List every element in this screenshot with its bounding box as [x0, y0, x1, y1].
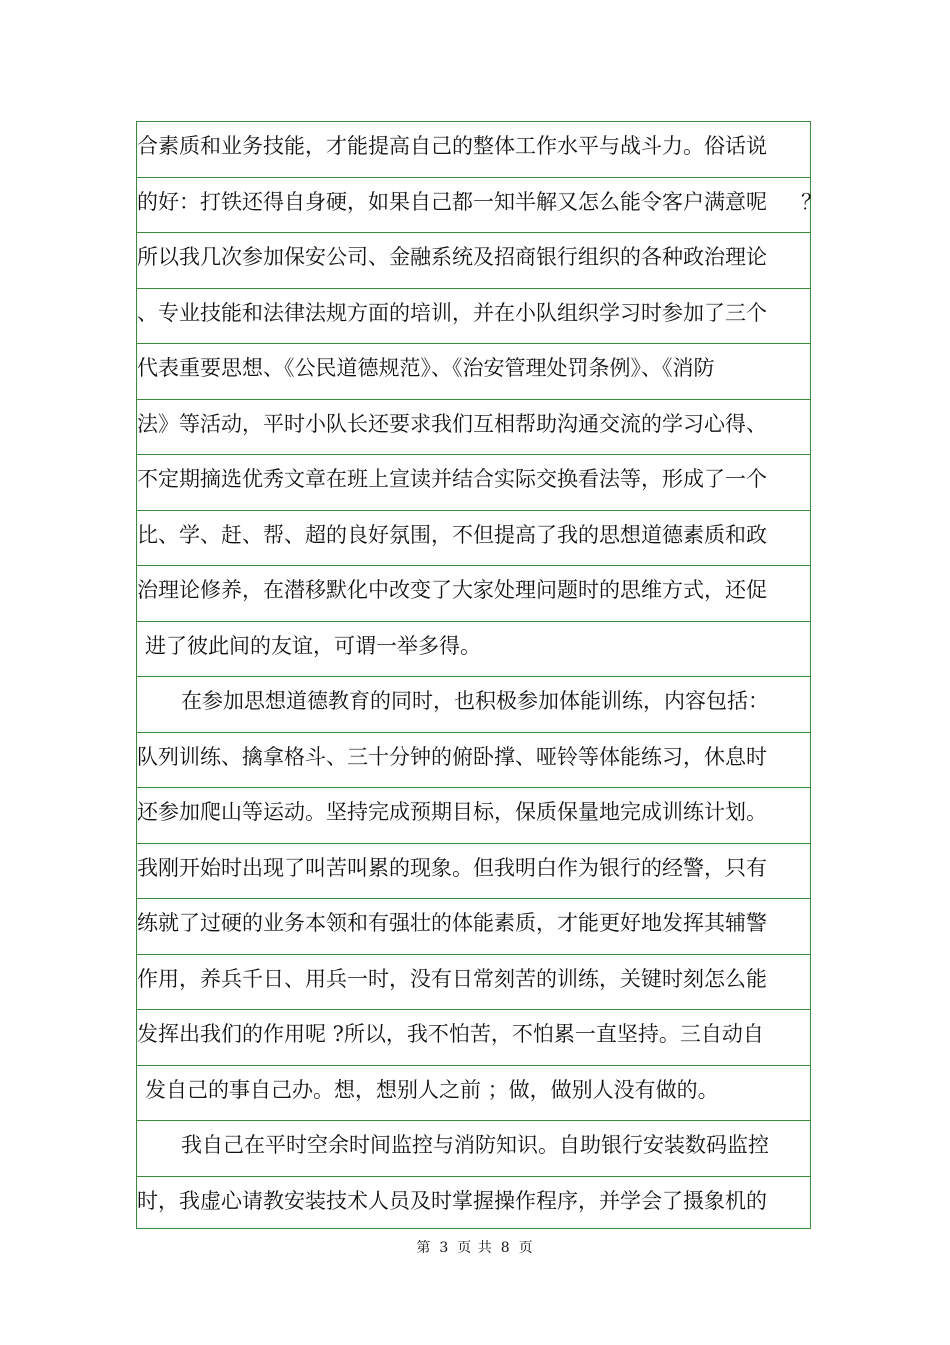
text-line: [137, 622, 810, 678]
line-text: 作用，养兵千日、用兵一时，没有日常刻苦的训练，关键时刻怎么能: [137, 966, 767, 991]
line-text: 所以我几次参加保安公司、金融系统及招商银行组织的各种政治理论: [137, 245, 767, 269]
text-line: [137, 566, 810, 622]
line-text: 发挥出我们的作用呢 ?所以，我不怕苦，不怕累一直坚持。三自动自: [137, 1022, 764, 1046]
line-text: 不定期摘选优秀文章在班上宣读并结合实际交换看法等，形成了一个: [137, 467, 767, 491]
footer-total-pages: 8: [500, 1240, 511, 1256]
line-trailing-mark: ？: [801, 189, 822, 214]
line-text: 时，我虚心请教安装技术人员及时掌握操作程序，并学会了摄象机的: [137, 1188, 767, 1213]
text-line: [137, 677, 810, 733]
text-lines: [137, 122, 822, 1232]
line-text: 在参加思想道德教育的同时，也积极参加体能训练，内容包括：: [181, 689, 769, 713]
page-frame: [136, 121, 822, 1229]
text-line: [137, 1121, 810, 1177]
line-text: 法》等活动，平时小队长还要求我们互相帮助沟通交流的学习心得、: [137, 411, 767, 436]
line-text: 发自己的事自己办。想，想别人之前 ；做，做别人没有做的。: [145, 1077, 719, 1102]
text-line: [137, 511, 810, 567]
line-text: 队列训练、擒拿格斗、三十分钟的俯卧撑、哑铃等体能练习，休息时: [137, 744, 767, 769]
text-line: [137, 1010, 810, 1066]
text-line: [137, 178, 822, 234]
line-text: 治理论修养，在潜移默化中改变了大家处理问题时的思维方式，还促: [137, 578, 767, 602]
text-line: [137, 289, 810, 345]
text-line: [137, 455, 810, 511]
text-line: [137, 788, 810, 844]
footer-prefix: 第: [416, 1240, 432, 1256]
text-line: [137, 733, 810, 789]
line-text: 还参加爬山等运动。坚持完成预期目标，保质保量地完成训练计划。: [137, 800, 767, 824]
line-text: 练就了过硬的业务本领和有强壮的体能素质，才能更好地发挥其辅警: [137, 911, 767, 935]
text-line: [137, 844, 810, 900]
line-text: 代表重要思想、《公民道德规范》、《治安管理处罚条例》、《消防: [137, 356, 715, 380]
text-line: [137, 122, 810, 178]
text-line: [137, 233, 810, 289]
text-line: [137, 344, 810, 400]
footer-current-page: 3: [439, 1240, 450, 1256]
footer-suffix: 页: [518, 1240, 534, 1256]
page-footer: [0, 1237, 950, 1257]
text-line: [137, 899, 810, 955]
line-text: 合素质和业务技能，才能提高自己的整体工作水平与战斗力。俗话说: [137, 134, 767, 158]
text-line: [137, 1066, 810, 1122]
text-line: [137, 955, 810, 1011]
line-text: 我自己在平时空余时间监控与消防知识。自助银行安装数码监控: [181, 1133, 769, 1157]
line-text: 的好：打铁还得自身硬，如果自己都一知半解又怎么能令客户满意呢: [137, 189, 767, 214]
line-text: 比、学、赶、帮、超的良好氛围，不但提高了我的思想道德素质和政: [137, 522, 767, 547]
text-line: [137, 1177, 810, 1233]
line-text: 进了彼此间的友谊，可谓一举多得。: [145, 633, 481, 658]
line-text: 、专业技能和法律法规方面的培训，并在小队组织学习时参加了三个: [137, 300, 767, 325]
line-text: 我刚开始时出现了叫苦叫累的现象。但我明白作为银行的经警，只有: [137, 855, 767, 880]
text-line: [137, 400, 810, 456]
footer-middle: 页 共: [457, 1240, 493, 1256]
